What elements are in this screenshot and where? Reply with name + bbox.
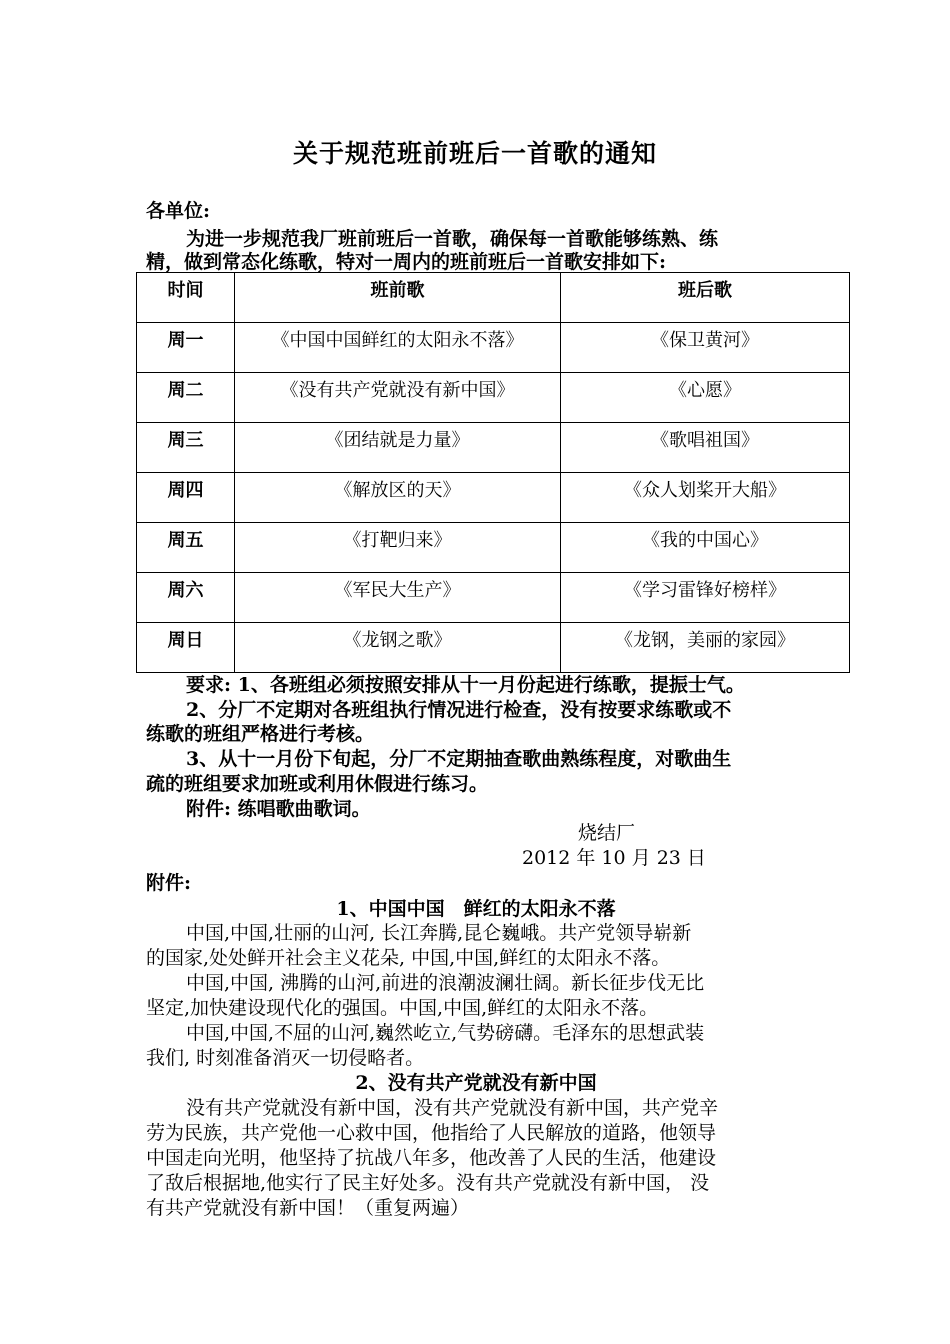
before-song-cell: 《打靶归来》 <box>235 523 561 573</box>
requirement-3-line-2: 疏的班组要求加班或利用休假进行练习。 <box>146 773 489 795</box>
before-song-cell: 《团结就是力量》 <box>235 423 561 473</box>
after-song-cell: 《众人划桨开大船》 <box>561 473 850 523</box>
requirement-1: 要求: 1、各班组必须按照安排从十一月份起进行练歌，提振士气。 <box>186 674 745 696</box>
table-row <box>137 573 850 623</box>
song-2-line: 中国走向光明，他坚持了抗战八年多，他改善了人民的生活，他建设 <box>146 1147 717 1169</box>
song-2-line: 有共产党就没有新中国！（重复两遍） <box>146 1197 470 1219</box>
intro-line-1: 为进一步规范我厂班前班后一首歌，确保每一首歌能够练熟、练 <box>186 228 719 250</box>
requirement-3-line-1: 3、从十一月份下旬起，分厂不定期抽查歌曲熟练程度，对歌曲生 <box>186 748 732 770</box>
after-song-cell: 《龙钢，美丽的家园》 <box>561 623 850 673</box>
table-row <box>137 423 850 473</box>
document-title: 关于规范班前班后一首歌的通知 <box>292 139 657 168</box>
song-1-line: 中国,中国, 沸腾的山河,前进的浪潮波澜壮阔。新长征步伐无比 <box>186 972 705 994</box>
after-song-cell: 《我的中国心》 <box>561 523 850 573</box>
before-song-cell: 《龙钢之歌》 <box>235 623 561 673</box>
song-1-line: 中国,中国,不屈的山河,巍然屹立,气势磅礴。毛泽东的思想武装 <box>186 1022 705 1044</box>
day-cell: 周日 <box>137 623 235 673</box>
table-row <box>137 523 850 573</box>
intro-line-2: 精，做到常态化练歌，特对一周内的班前班后一首歌安排如下: <box>146 251 667 273</box>
schedule-table <box>136 272 850 673</box>
day-cell: 周四 <box>137 473 235 523</box>
day-cell: 周一 <box>137 323 235 373</box>
header-time: 时间 <box>137 273 235 323</box>
table-row <box>137 373 850 423</box>
attachment-note: 附件: 练唱歌曲歌词。 <box>186 798 371 820</box>
day-cell: 周五 <box>137 523 235 573</box>
before-song-cell: 《没有共产党就没有新中国》 <box>235 373 561 423</box>
table-header-row <box>137 273 850 323</box>
signature-date: 2012 年 10 月 23 日 <box>522 847 706 869</box>
attachment-label: 附件: <box>146 872 192 894</box>
song-2-title: 2、没有共产党就没有新中国 <box>355 1072 597 1094</box>
day-cell: 周三 <box>137 423 235 473</box>
song-2-line: 劳为民族，共产党他一心救中国，他指给了人民解放的道路，他领导 <box>146 1122 717 1144</box>
after-song-cell: 《学习雷锋好榜样》 <box>561 573 850 623</box>
table-row <box>137 473 850 523</box>
song-2-line: 没有共产党就没有新中国，没有共产党就没有新中国，共产党辛 <box>186 1097 719 1119</box>
song-1-line: 的国家,处处鲜开社会主义花朵, 中国,中国,鲜红的太阳永不落。 <box>146 947 671 969</box>
header-before-song: 班前歌 <box>235 273 561 323</box>
after-song-cell: 《保卫黄河》 <box>561 323 850 373</box>
after-song-cell: 《歌唱祖国》 <box>561 423 850 473</box>
song-2-line: 了敌后根据地,他实行了民主好处多。没有共产党就没有新中国， 没 <box>146 1172 710 1194</box>
before-song-cell: 《军民大生产》 <box>235 573 561 623</box>
song-1-line: 我们, 时刻准备消灭一切侵略者。 <box>146 1047 425 1069</box>
header-after-song: 班后歌 <box>561 273 850 323</box>
song-1-line: 中国,中国,壮丽的山河, 长江奔腾,昆仑巍峨。共产党领导崭新 <box>186 922 692 944</box>
day-cell: 周六 <box>137 573 235 623</box>
table-row <box>137 623 850 673</box>
requirement-2-line-1: 2、分厂不定期对各班组执行情况进行检查，没有按要求练歌或不 <box>186 699 732 721</box>
requirement-2-line-2: 练歌的班组严格进行考核。 <box>146 723 375 745</box>
before-song-cell: 《解放区的天》 <box>235 473 561 523</box>
day-cell: 周二 <box>137 373 235 423</box>
before-song-cell: 《中国中国鲜红的太阳永不落》 <box>235 323 561 373</box>
signature-org: 烧结厂 <box>578 822 636 844</box>
salutation: 各单位: <box>146 200 211 222</box>
table-row <box>137 323 850 373</box>
song-1-line: 坚定,加快建设现代化的强国。中国,中国,鲜红的太阳永不落。 <box>146 997 659 1019</box>
song-1-title: 1、中国中国 鲜红的太阳永不落 <box>336 898 616 920</box>
after-song-cell: 《心愿》 <box>561 373 850 423</box>
